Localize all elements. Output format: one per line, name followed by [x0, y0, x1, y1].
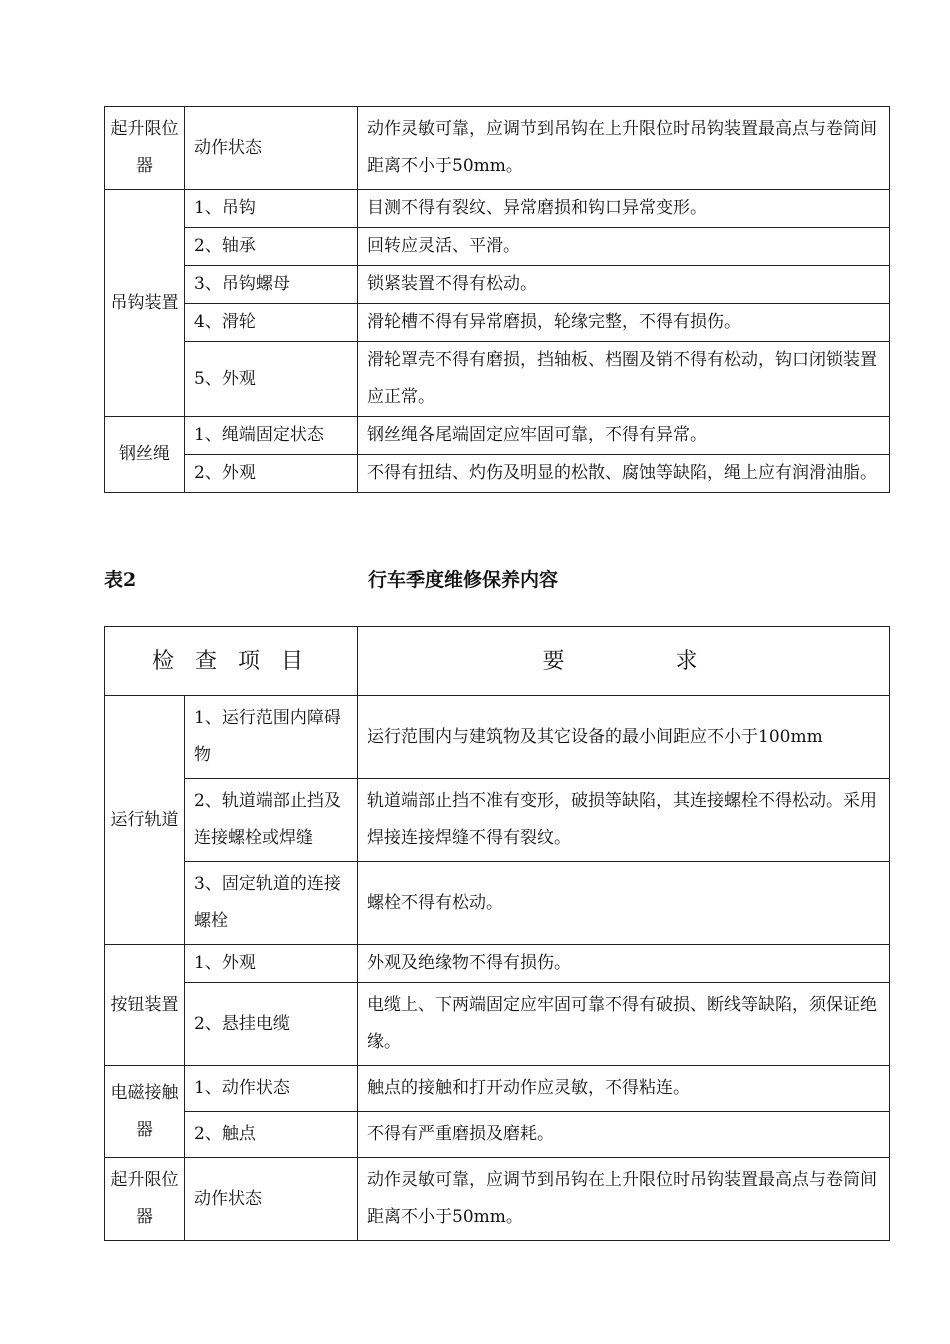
category-cell: 电磁接触器: [105, 1066, 185, 1158]
requirement-cell: 外观及绝缘物不得有损伤。: [358, 945, 890, 983]
item-cell: 动作状态: [185, 107, 358, 190]
table-row: [105, 304, 890, 342]
requirement-cell: 目测不得有裂纹、异常磨损和钩口异常变形。: [358, 190, 890, 228]
requirement-cell: 锁紧装置不得有松动。: [358, 266, 890, 304]
item-cell: 3、固定轨道的连接螺栓: [185, 862, 358, 945]
item-cell: 1、外观: [185, 945, 358, 983]
table-row: [105, 190, 890, 228]
requirement-cell: 回转应灵活、平滑。: [358, 228, 890, 266]
table-header-row: [105, 627, 890, 696]
table-caption-label: 表2: [104, 569, 137, 591]
item-cell: 1、动作状态: [185, 1066, 358, 1112]
table-row: [105, 945, 890, 983]
table-row: [105, 1112, 890, 1158]
requirement-cell: 不得有严重磨损及磨耗。: [358, 1112, 890, 1158]
item-cell: 2、轴承: [185, 228, 358, 266]
requirement-cell: 滑轮罩壳不得有磨损，挡轴板、档圈及销不得有松动，钩口闭锁装置应正常。: [358, 342, 890, 417]
requirement-cell: 不得有扭结、灼伤及明显的松散、腐蚀等缺陷，绳上应有润滑油脂。: [358, 455, 890, 493]
requirement-cell: 轨道端部止挡不准有变形，破损等缺陷，其连接螺栓不得松动。采用焊接连接焊缝不得有裂纹。: [358, 779, 890, 862]
requirement-cell: 运行范围内与建筑物及其它设备的最小间距应不小于100mm: [358, 696, 890, 779]
table-row: [105, 983, 890, 1066]
category-cell: 运行轨道: [105, 696, 185, 945]
table-row: [105, 779, 890, 862]
requirement-cell: 动作灵敏可靠，应调节到吊钩在上升限位时吊钩装置最高点与卷筒间距离不小于50mm。: [358, 107, 890, 190]
table-row: [105, 107, 890, 190]
table-row: [105, 455, 890, 493]
table-row: [105, 417, 890, 455]
requirement-cell: 动作灵敏可靠，应调节到吊钩在上升限位时吊钩装置最高点与卷筒间距离不小于50mm。: [358, 1158, 890, 1241]
requirement-cell: 钢丝绳各尾端固定应牢固可靠，不得有异常。: [358, 417, 890, 455]
category-cell: 按钮装置: [105, 945, 185, 1066]
category-cell: 吊钩装置: [105, 190, 185, 417]
requirement-cell: 螺栓不得有松动。: [358, 862, 890, 945]
item-cell: 2、外观: [185, 455, 358, 493]
table-row: [105, 1158, 890, 1241]
requirement-cell: 触点的接触和打开动作应灵敏，不得粘连。: [358, 1066, 890, 1112]
category-cell: 钢丝绳: [105, 417, 185, 493]
item-cell: 1、吊钩: [185, 190, 358, 228]
item-cell: 2、悬挂电缆: [185, 983, 358, 1066]
table-row: [105, 342, 890, 417]
item-cell: 动作状态: [185, 1158, 358, 1241]
item-cell: 3、吊钩螺母: [185, 266, 358, 304]
table-row: [105, 266, 890, 304]
category-cell: 起升限位器: [105, 1158, 185, 1241]
requirement-cell: 滑轮槽不得有异常磨损，轮缘完整，不得有损伤。: [358, 304, 890, 342]
item-cell: 2、轨道端部止挡及连接螺栓或焊缝: [185, 779, 358, 862]
item-cell: 5、外观: [185, 342, 358, 417]
item-cell: 1、运行范围内障碍物: [185, 696, 358, 779]
requirement-cell: 电缆上、下两端固定应牢固可靠不得有破损、断线等缺陷，须保证绝缘。: [358, 983, 890, 1066]
table-row: [105, 228, 890, 266]
table-row: [105, 696, 890, 779]
header-inspection-item: 检 查 项 目: [105, 627, 358, 696]
item-cell: 4、滑轮: [185, 304, 358, 342]
category-cell: 起升限位器: [105, 107, 185, 190]
item-cell: 1、绳端固定状态: [185, 417, 358, 455]
table-row: [105, 1066, 890, 1112]
item-cell: 2、触点: [185, 1112, 358, 1158]
table-caption-title: 行车季度维修保养内容: [368, 569, 559, 591]
header-requirement: 要 求: [358, 627, 890, 696]
table-monthly-inspection: [104, 106, 890, 493]
table-row: [105, 862, 890, 945]
table-quarterly-maintenance: [104, 626, 890, 1241]
